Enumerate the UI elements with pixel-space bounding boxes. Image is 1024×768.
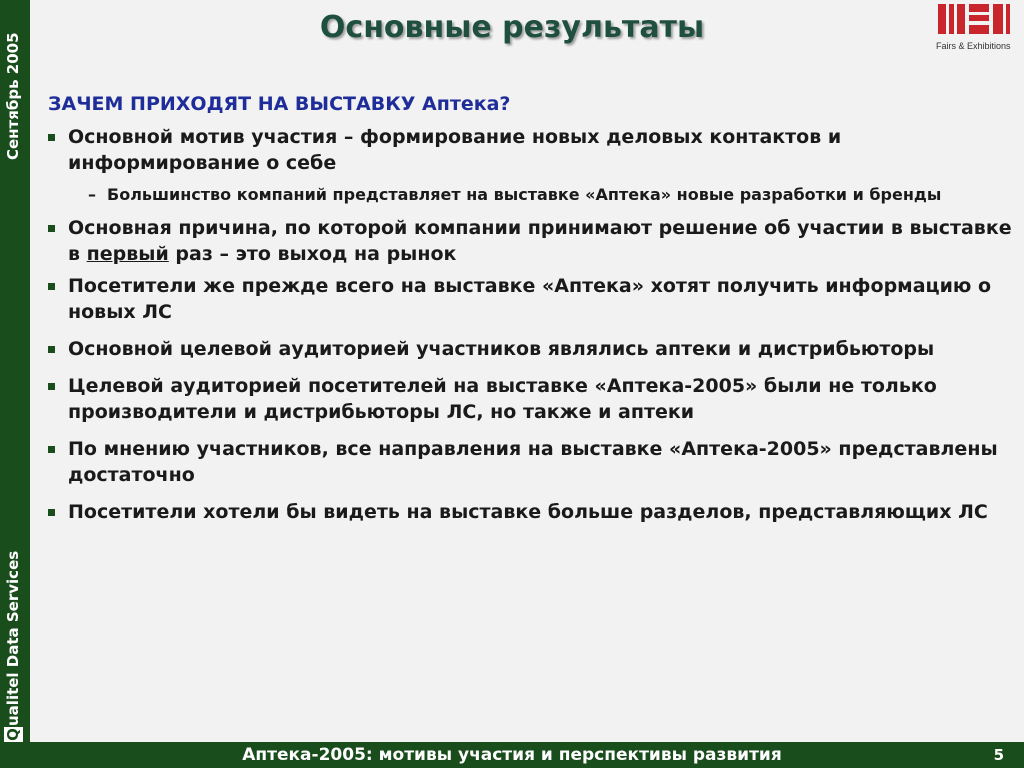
bullet-text: По мнению участников, все направления на выставке «Аптека-2005» представлены достаточно [68,438,998,486]
bullet-text-end: раз – это выход на рынок [168,243,457,265]
bullet-list [48,124,1018,525]
bullet-text: Посетители хотели бы видеть на выставке больше разделов, представляющих ЛС [68,501,988,523]
bullet-item [48,436,1018,488]
section-question: ЗАЧЕМ ПРИХОДЯТ НА ВЫСТАВКУ Аптека? [48,93,511,115]
bullet-item [48,499,1018,525]
sidebar-company [4,551,23,742]
bullet-text: Основной целевой аудиторией участников являлись аптеки и дистрибьюторы [68,338,935,360]
bullet-text: Целевой аудиторией посетителей на выставке «Аптека-2005» были не только производители и дистрибьюторы ЛС, но также и аптеки [68,375,937,423]
sub-bullet-text: Большинство компаний представляет на выставке «Аптека» новые разработки и бренды [107,185,942,204]
sub-bullet-item [48,184,1018,206]
sidebar-company-name: ualitel Data Services [4,550,22,726]
msi-logo-icon [930,0,1024,40]
bullet-text: Основной мотив участия – формирование новых деловых контактов и информирование о себе [68,126,842,174]
emphasized-word: первый [86,243,169,265]
page-title: Основные результаты [319,10,705,45]
bullet-text: Посетители же прежде всего на выставке «Аптека» хотят получить информацию о новых ЛС [68,275,992,323]
bullet-text: Основная причина, по которой компании принимают решение об участии в выставке в [68,217,1012,265]
bullet-item [48,373,1018,425]
dash-marker: – [88,185,96,204]
company-logo-icon: Q [4,728,22,741]
msi-logo [930,0,1024,56]
logo-caption: Fairs & Exhibitions [936,41,1011,51]
footer-title: Аптека-2005: мотивы участия и перспективы развития [242,745,782,765]
sidebar [0,0,30,742]
bullet-item [48,215,1018,267]
sidebar-date: Сентябрь 2005 [4,32,22,160]
footer-bar [0,742,1024,768]
bullet-item [48,336,1018,362]
bullet-item [48,273,1018,325]
bullet-item [48,124,1018,176]
page-number: 5 [993,746,1004,764]
